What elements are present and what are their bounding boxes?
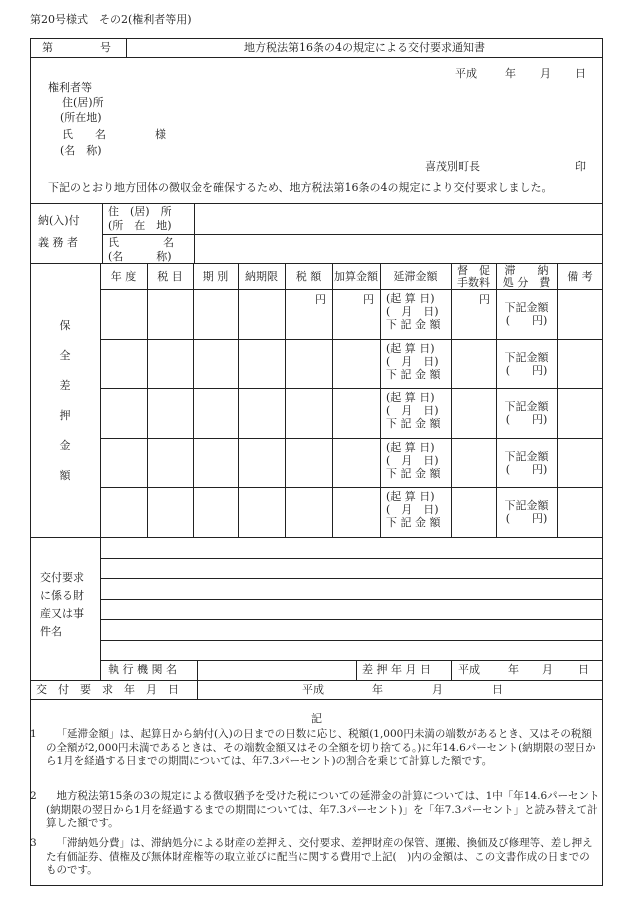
seizure-date-label: 差 押 年 月 日 — [362, 663, 431, 676]
number-label-second: 号 — [100, 41, 111, 54]
divider — [193, 263, 194, 537]
obligor-name-alt-label: (名 称) — [108, 250, 172, 263]
form-label: 第20号様式 その2(権利者等用) — [30, 13, 192, 26]
executing-agency-label: 執 行 機 関 名 — [108, 663, 177, 676]
divider — [238, 263, 239, 537]
recipient-heading: 権利者等 — [48, 81, 92, 94]
divider — [197, 660, 198, 680]
delinquent-cell-line: (起 算 日) — [386, 391, 435, 405]
seizure-year: 年 — [508, 663, 519, 676]
divider — [102, 234, 603, 235]
reasons-label-line-1: 交付要求 — [40, 571, 84, 584]
disposal-cell-line: 下記金額 — [504, 449, 549, 463]
divider — [100, 289, 603, 290]
obligor-location-label: (所 在 地) — [108, 219, 172, 232]
divider — [100, 487, 238, 488]
col-fee-header: 督 促 — [457, 264, 490, 277]
amount-vertical-label-char: 額 — [59, 469, 71, 482]
col-year-header: 年 度 — [110, 270, 137, 283]
obligor-label: 納(入)付 — [38, 214, 80, 227]
note-number: 1 — [30, 728, 37, 740]
date-day: 日 — [575, 67, 586, 80]
request-era: 平成 — [302, 683, 324, 696]
delinquent-cell-line: (起 算 日) — [386, 490, 435, 504]
disposal-cell-line: ( 円) — [505, 314, 548, 327]
request-month: 月 — [432, 683, 443, 696]
number-label-first: 第 — [42, 41, 53, 54]
recipient-location: (所在地) — [60, 111, 102, 124]
date-month: 月 — [540, 67, 551, 80]
recipient-honorific: 様 — [155, 128, 166, 141]
disposal-cell-line: 下記金額 — [504, 350, 549, 364]
amount-vertical-label-char: 押 — [59, 409, 71, 422]
note-item — [30, 837, 600, 878]
reasons-label-line-2: に係る財 — [40, 589, 84, 602]
date-era: 平成 — [455, 67, 477, 80]
col-disposal-header: 滞 納 — [504, 264, 549, 277]
delinquent-cell-line: (起 算 日) — [386, 292, 435, 305]
col-disposal-header-second: 処 分 費 — [502, 276, 551, 289]
delinquent-cell-line: 下 記 金 額 — [386, 417, 441, 431]
disposal-cell-line: 下記金額 — [504, 301, 549, 314]
col-addition-header: 加算金額 — [334, 270, 378, 283]
divider — [102, 203, 103, 263]
recipient-name: 氏 名 — [62, 128, 106, 141]
divider — [100, 438, 238, 439]
document-title: 地方税法第16条の4の規定による交付要求通知書 — [244, 41, 485, 54]
divider — [147, 263, 148, 537]
divider — [451, 660, 452, 680]
col-fee-header-second: 手数料 — [457, 276, 490, 289]
seal-mark: 印 — [575, 160, 586, 173]
divider — [557, 263, 558, 537]
delinquent-cell-line: ( 月 日) — [386, 453, 439, 467]
disposal-cell-line: ( 円) — [505, 363, 548, 377]
divider — [100, 263, 101, 537]
seizure-month: 月 — [542, 663, 553, 676]
delinquent-cell-line: 下 記 金 額 — [386, 466, 441, 480]
delinquent-cell-line: ( 月 日) — [386, 404, 439, 418]
divider — [30, 203, 603, 204]
divider — [194, 203, 195, 263]
delinquent-cell-line: ( 月 日) — [386, 305, 439, 318]
note-text: 「延滞金額」は、起算日から納付(入)の日までの日数に応じ、税額(1,000円未満の端数があるとき、又はその税額の全額が2,000円未満であるときは、その端数金額又はその全額を切り捨てる。)に年14.6パーセント(納期限の翌日から1月を経過する日までの期間については、年7.3パーセント)の割合を乗じて計算した額です。 — [46, 728, 596, 767]
disposal-cell-line: ( 円) — [505, 462, 548, 476]
disposal-cell-line: 下記金額 — [504, 499, 549, 513]
issuer-name: 喜茂別町長 — [425, 160, 480, 173]
request-statement: 下記のとおり地方団体の徴収金を確保するため、地方税法第16条の4の規定により交付要求しました。 — [48, 181, 553, 194]
divider — [30, 537, 603, 538]
request-day: 日 — [492, 683, 503, 696]
tax-yen-unit: 円 — [315, 293, 326, 306]
divider — [238, 339, 603, 340]
note-item — [30, 728, 600, 769]
col-period-header: 期 別 — [202, 270, 229, 283]
divider — [238, 487, 603, 488]
delinquent-cell-line: ( 月 日) — [386, 354, 439, 368]
amount-vertical-label-char: 差 — [59, 379, 71, 392]
divider — [30, 57, 603, 58]
divider — [380, 263, 381, 537]
divider — [100, 388, 238, 389]
note-number: 2 — [30, 790, 37, 802]
col-deadline-header: 納期限 — [245, 270, 278, 283]
note-number: 3 — [30, 837, 37, 849]
reasons-label-line-4: 件名 — [40, 625, 62, 638]
delinquent-cell-line: 下 記 金 額 — [386, 367, 441, 381]
delinquent-cell-line: 下 記 金 額 — [386, 318, 441, 331]
disposal-cell-line: ( 円) — [505, 413, 548, 427]
divider — [238, 388, 603, 389]
divider — [100, 339, 238, 340]
reasons-label-line-3: 産又は事 — [40, 607, 84, 620]
note-item — [30, 790, 600, 831]
divider — [356, 660, 357, 680]
fee-yen-unit: 円 — [479, 293, 490, 306]
divider — [30, 680, 603, 681]
divider — [100, 640, 603, 641]
divider — [100, 558, 603, 559]
addition-yen-unit: 円 — [363, 293, 374, 306]
col-tax-header: 税 額 — [295, 270, 322, 283]
delinquent-cell-line: (起 算 日) — [386, 440, 435, 454]
amount-vertical-label-char: 全 — [59, 349, 71, 362]
disposal-cell-line: 下記金額 — [504, 400, 549, 414]
note-text: 「滞納処分費」は、滞納処分による財産の差押え、交付要求、差押財産の保管、運搬、換価及び修理等、差し押えた有価証券、債権及び無体財産権等の取立並びに配当に関する費用で上記( )内の金額は、この文書作成の日までのものです。 — [46, 837, 593, 876]
obligor-label-second: 義 務 者 — [38, 236, 78, 249]
delinquent-cell-line: ( 月 日) — [386, 503, 439, 517]
col-delinquent-header: 延滞金額 — [393, 270, 438, 283]
seizure-day: 日 — [578, 663, 589, 676]
divider — [100, 599, 603, 600]
col-item-header: 税 目 — [157, 270, 183, 283]
date-year: 年 — [505, 67, 516, 80]
recipient-name-alt: (名 称) — [60, 144, 102, 157]
divider — [238, 438, 603, 439]
disposal-cell-line: ( 円) — [505, 512, 548, 526]
obligor-address-label: 住 (居) 所 — [108, 205, 172, 218]
seizure-era: 平成 — [458, 663, 480, 676]
recipient-address: 住(居)所 — [62, 96, 104, 109]
divider — [30, 699, 603, 700]
request-date-label: 交 付 要 求 年 月 日 — [36, 683, 179, 696]
request-year: 年 — [372, 683, 383, 696]
delinquent-cell-line: (起 算 日) — [386, 341, 435, 355]
amount-vertical-label-char: 保 — [59, 319, 71, 332]
amount-vertical-label-char: 金 — [59, 439, 71, 452]
divider — [100, 619, 603, 620]
divider — [100, 660, 603, 661]
notes-heading: 記 — [311, 712, 322, 725]
divider — [100, 578, 603, 579]
delinquent-cell-line: 下 記 金 額 — [386, 516, 441, 530]
note-text: 地方税法第15条の3の規定による徴収猶予を受けた税についての延滞金の計算については、1中「年14.6パーセント(納期限の翌日から1月を経過するまでの期間については、年7.3パーセント)」を「年7.3パーセント」と読み替えて計算した額です。 — [46, 790, 600, 829]
obligor-name-label: 氏 名 — [108, 236, 174, 249]
col-remarks-header: 備 考 — [567, 270, 593, 283]
divider — [197, 680, 198, 699]
